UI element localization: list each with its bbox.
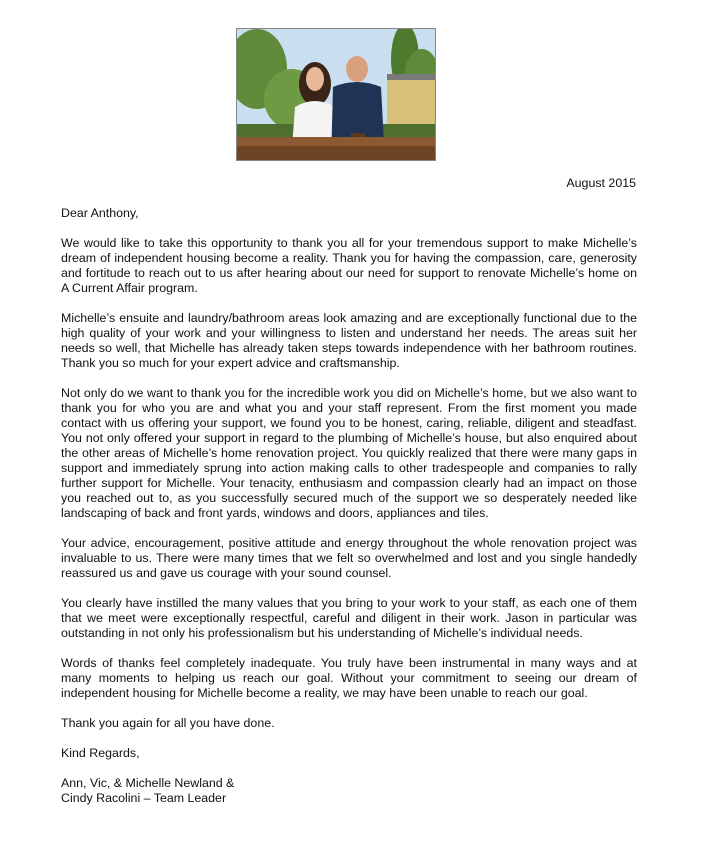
sign-off: Kind Regards, xyxy=(61,746,140,760)
letter-body xyxy=(61,206,637,821)
salutation: Dear Anthony, xyxy=(61,206,139,220)
paragraph: Michelle’s ensuite and laundry/bathroom areas look amazing and are exceptionally functional due to the high quality of your work and your willingness to listen and understand her needs. The areas suit her needs so well, that Michelle has already taken steps towards independence with her bathroom routines. Thank you so much for your expert advice and craftsmanship. xyxy=(61,311,637,370)
paragraph: We would like to take this opportunity to thank you all for your tremendous support to make Michelle’s dream of independent housing become a reality. Thank you for having the compassion, care, generosity and fortitude to reach out to us after hearing about our need for support to renovate Michelle’s home on A Current Affair program. xyxy=(61,236,637,295)
paragraph: Your advice, encouragement, positive attitude and energy throughout the whole renovation project was invaluable to us. There were many times that we felt so overwhelmed and lost and you single handedly reassured us and gave us courage with your sound counsel. xyxy=(61,536,637,580)
letter-date: August 2015 xyxy=(566,176,636,190)
signatory-line: Cindy Racolini – Team Leader xyxy=(61,791,227,805)
paragraph: Not only do we want to thank you for the incredible work you did on Michelle’s home, but we also want to thank you for who you are and what you and your staff represent. From the first moment you made contact with us offering your support, we found you to be honest, caring, reliable, diligent and steadfast. You not only offered your support in regard to the plumbing of Michelle’s house, but also enquired about the other areas of Michelle’s home renovation project. You quickly realized that there were many gaps in support and immediately sprung into action making calls to other tradespeople and companies to rally further support for Michelle. Your tenacity, enthusiasm and compassion clearly had an impact on those you reached out to, as you successfully secured much of the support we so desperately needed like landscaping of back and front yards, windows and doors, appliances and tiles. xyxy=(61,386,637,520)
portrait-photo-icon xyxy=(237,29,436,161)
signatory-line: Ann, Vic, & Michelle Newland & xyxy=(61,776,235,790)
paragraph: You clearly have instilled the many values that you bring to your work to your staff, as each one of them that we meet were exceptionally respectful, careful and diligent in their work. Jason in particular was outstanding in not only his professionalism but his understanding of Michelle’s individual needs. xyxy=(61,596,637,640)
portrait-photo xyxy=(236,28,436,161)
paragraph: Words of thanks feel completely inadequate. You truly have been instrumental in many ways and at many moments to helping us reach our goal. Without your commitment to seeing our dream of independent housing for Michelle become a reality, we may have been unable to reach our goal. xyxy=(61,656,637,700)
closing-line: Thank you again for all you have done. xyxy=(61,716,275,730)
signature-block xyxy=(61,776,637,806)
